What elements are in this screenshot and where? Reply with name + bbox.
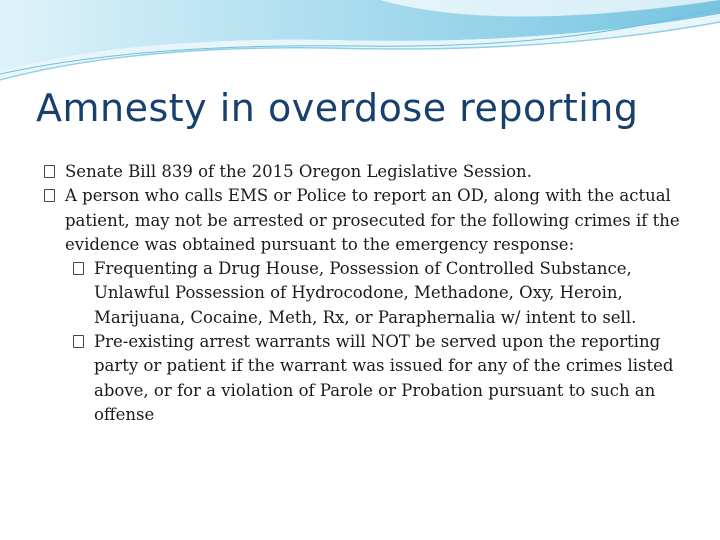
square-bullet-icon bbox=[44, 165, 55, 178]
bullet-text: Senate Bill 839 of the 2015 Oregon Legislative Session. bbox=[65, 162, 532, 181]
slide-title: Amnesty in overdose reporting bbox=[36, 86, 639, 130]
square-bullet-icon bbox=[73, 262, 84, 275]
bullet-text: A person who calls EMS or Police to report an OD, along with the actual patient, may not be arrested or prosecuted for the following crimes if the evidence was obtained pursuant to the emergency response: bbox=[65, 186, 680, 254]
bullet-list bbox=[20, 160, 700, 427]
square-bullet-icon bbox=[44, 189, 55, 202]
square-bullet-icon bbox=[73, 335, 84, 348]
sub-bullet-text: Frequenting a Drug House, Possession of Controlled Substance, Unlawful Possession of Hydrocodone, Methadone, Oxy, Heroin, Marijuana, Cocaine, Meth, Rx, or Paraphernalia w/ intent to sell. bbox=[94, 259, 637, 327]
sub-bullet-item bbox=[20, 330, 700, 427]
bullet-item bbox=[20, 184, 700, 257]
sub-bullet-item bbox=[20, 257, 700, 330]
header-wave-decoration bbox=[0, 0, 720, 90]
sub-bullet-text: Pre-existing arrest warrants will NOT be served upon the reporting party or patient if the warrant was issued for any of the crimes listed above, or for a violation of Parole or Probation pursuant to such an offense bbox=[94, 332, 674, 424]
bullet-item bbox=[20, 160, 700, 184]
